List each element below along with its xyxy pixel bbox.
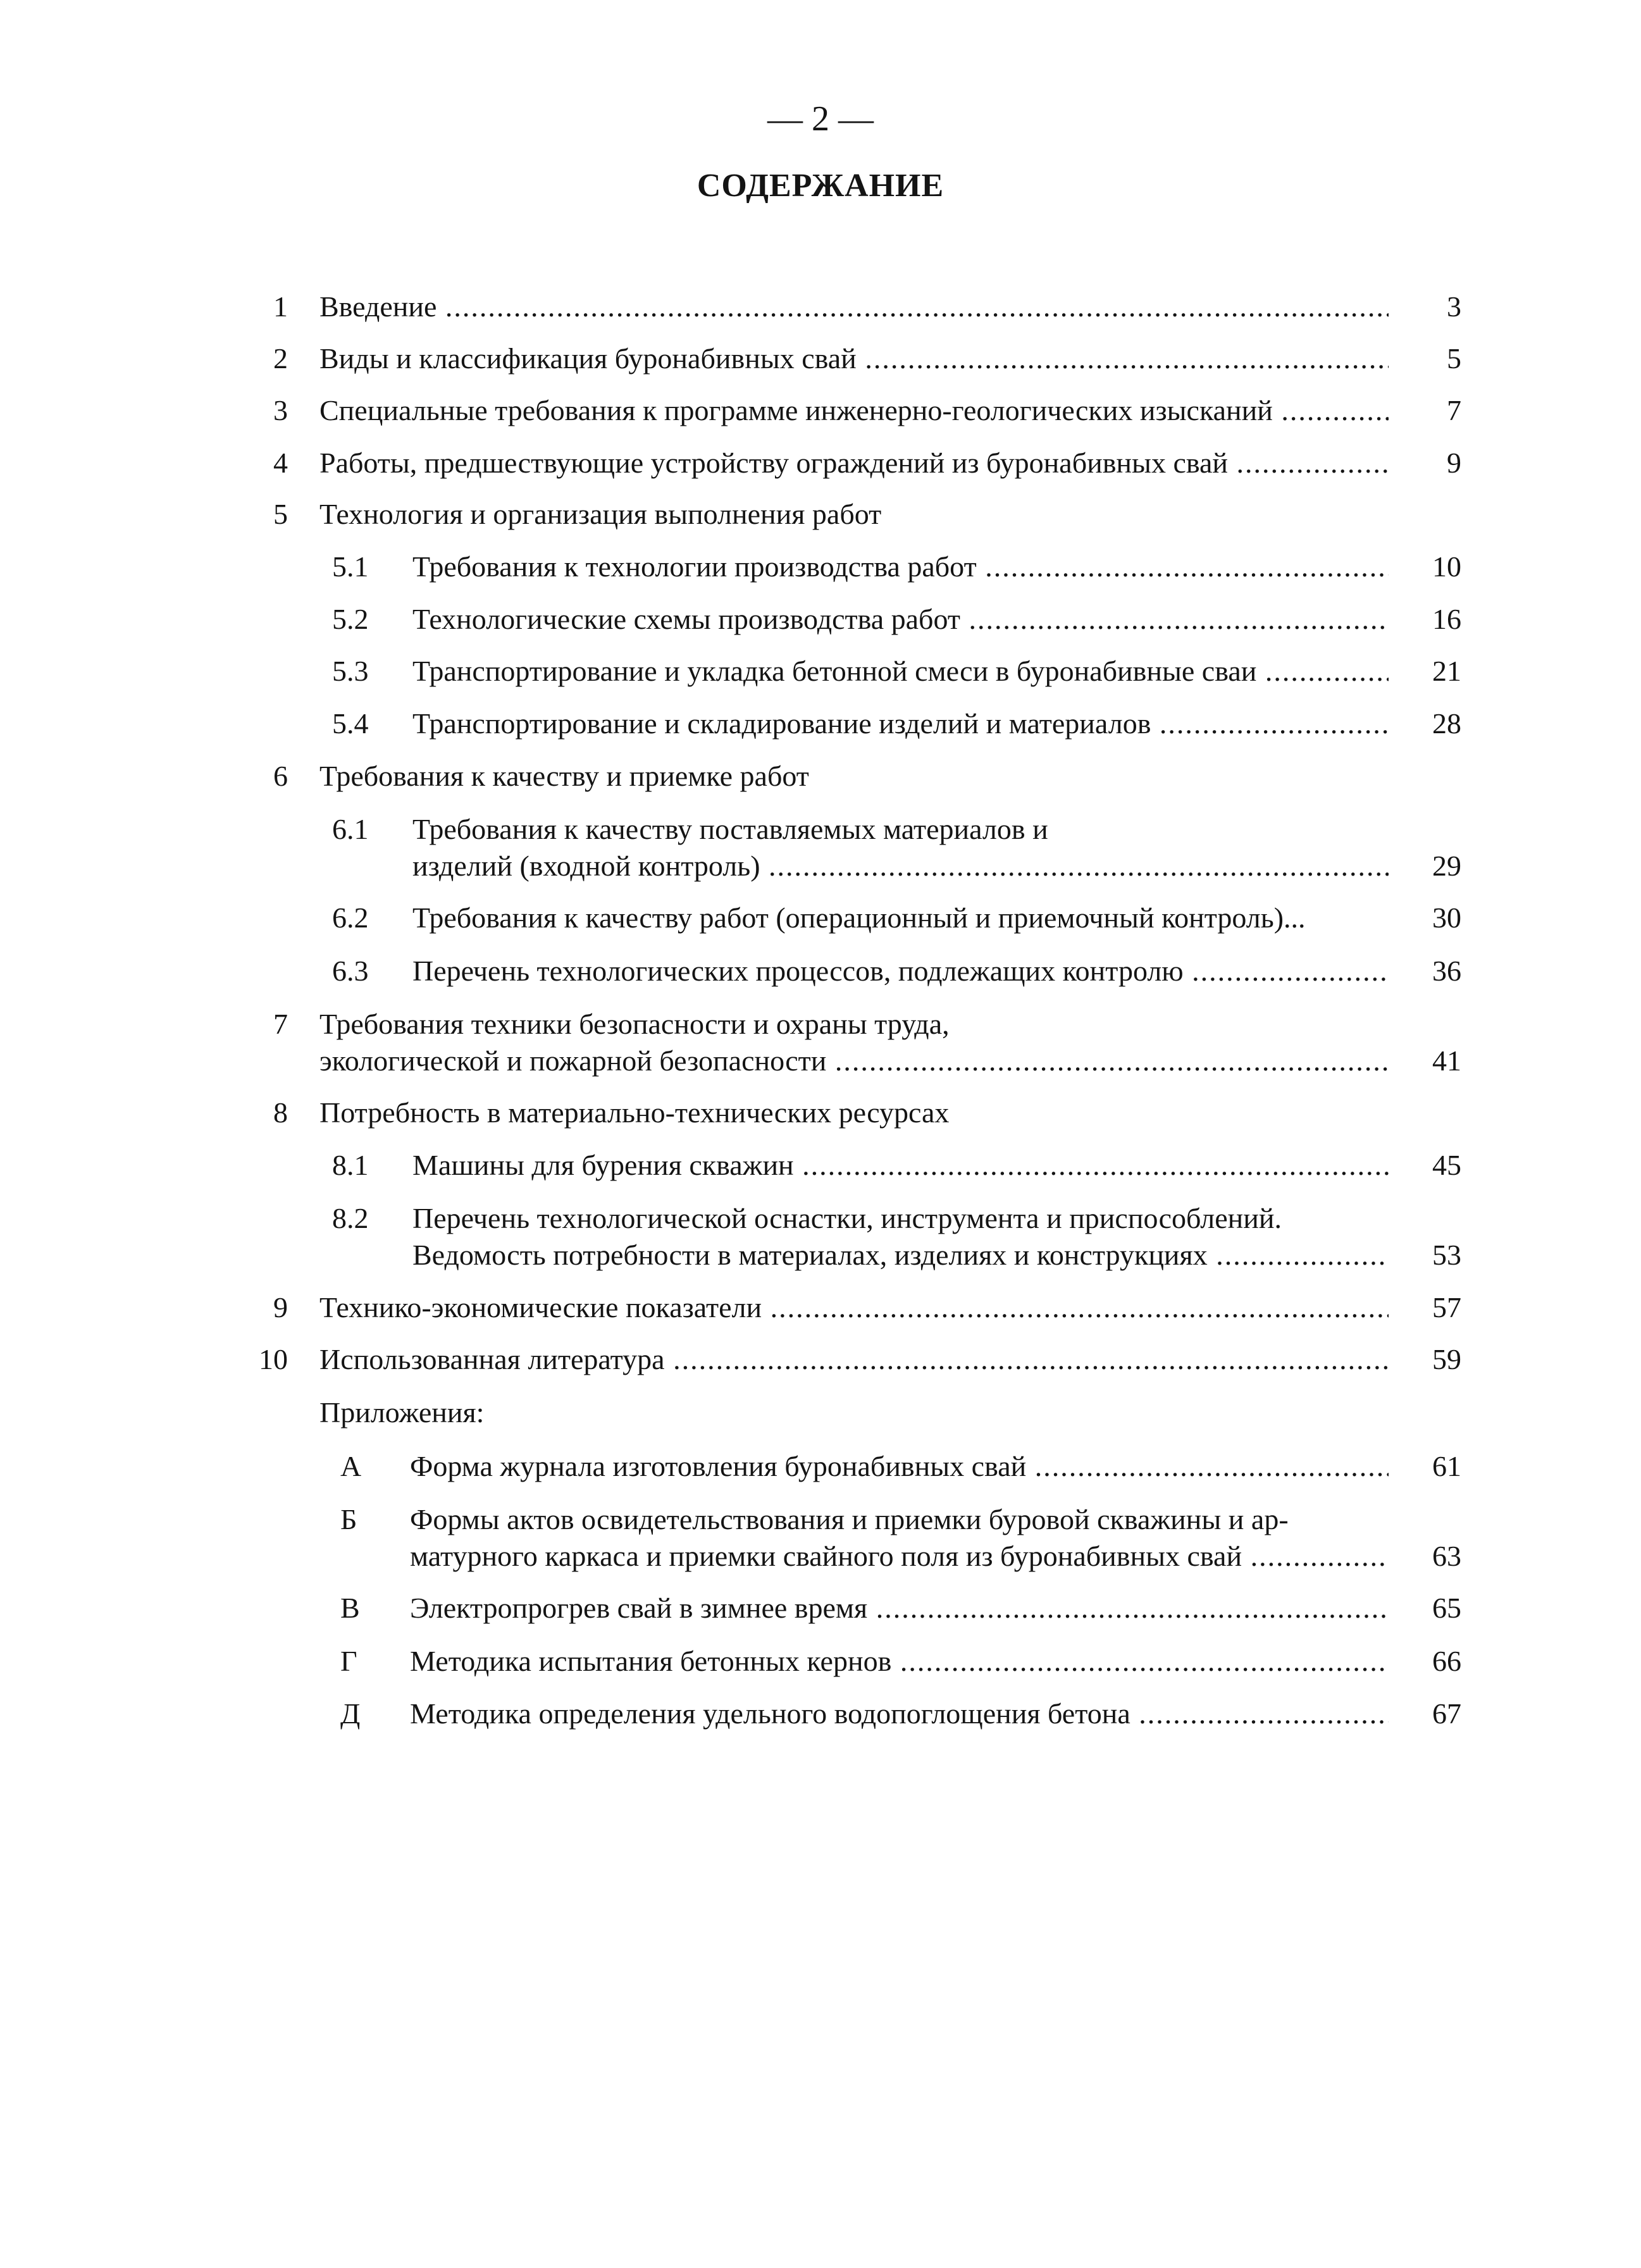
toc-page: 16 [1432, 603, 1461, 635]
toc-number: 8.2 [332, 1202, 369, 1234]
appendix-page: 67 [1432, 1697, 1461, 1730]
toc-number: 6.1 [332, 813, 369, 845]
toc-title [319, 1289, 1389, 1326]
appendix-page: 61 [1432, 1450, 1461, 1482]
toc-number: 5.4 [332, 707, 369, 740]
toc-title-line: Ведомость потребности в материалах, изделиях и конструкциях ..... [412, 1237, 1389, 1273]
toc-number: 3 [273, 394, 288, 426]
toc-title [319, 1341, 1389, 1378]
toc-title [319, 340, 1389, 377]
toc-title [319, 496, 1389, 533]
toc-number: 4 [273, 447, 288, 479]
toc-page: 5 [1447, 342, 1461, 375]
document-title: СОДЕРЖАНИЕ [697, 168, 944, 204]
toc-number: 5 [273, 498, 288, 530]
appendix-title-line: Методика испытания бетонных кернов ..... [410, 1643, 1389, 1680]
toc-number: 8.1 [332, 1149, 369, 1181]
toc-number: 6 [273, 760, 288, 792]
appendix-page: 63 [1432, 1540, 1461, 1572]
toc-title [412, 811, 1389, 884]
toc-page: 21 [1432, 655, 1461, 687]
toc-title-line: Работы, предшествующие устройству ограждений из буронабивных свай ..... [319, 445, 1389, 481]
toc-title-line: Требования к технологии производства работ ..... [412, 548, 1389, 585]
toc-title-line: Транспортирование и складирование изделий и материалов ..... [412, 705, 1389, 742]
toc-number: 6.2 [332, 902, 369, 934]
appendix-title [410, 1643, 1389, 1680]
toc-title-line: Технологические схемы производства работ ..... [412, 601, 1389, 638]
toc-page: 29 [1432, 850, 1461, 882]
toc-title-line: Требования техники безопасности и охраны труда, [319, 1008, 950, 1040]
toc-page: 57 [1432, 1291, 1461, 1323]
appendix-letter: А [340, 1450, 362, 1482]
appendix-title-line: Электропрогрев свай в зимнее время ..... [410, 1590, 1389, 1627]
toc-page: 7 [1447, 394, 1461, 426]
toc-title [412, 705, 1389, 742]
toc-number: 9 [273, 1291, 288, 1323]
toc-title [412, 548, 1389, 585]
appendix-letter: Д [340, 1697, 361, 1730]
toc-page: 30 [1432, 902, 1461, 934]
toc-title-line: Машины для бурения скважин ..... [412, 1147, 1389, 1184]
toc-number: 6.3 [332, 955, 369, 987]
toc-number: 7 [273, 1008, 288, 1040]
appendix-page: 66 [1432, 1645, 1461, 1677]
toc-title-line: Виды и классификация буронабивных свай ..... [319, 340, 1389, 377]
appendix-letter: Г [340, 1645, 357, 1677]
appendix-title-line: Формы актов освидетельствования и приемки буровой скважины и ар- [410, 1503, 1289, 1535]
toc-title [319, 445, 1389, 481]
toc-page: 10 [1432, 550, 1461, 583]
toc-title-line: Перечень технологической оснастки, инструмента и приспособлений. [412, 1202, 1282, 1234]
toc-number: 2 [273, 342, 288, 375]
toc-title-line: Транспортирование и укладка бетонной смеси в буронабивные сваи ..... [412, 653, 1389, 690]
toc-title [412, 653, 1389, 690]
toc-title [319, 288, 1389, 325]
appendix-page: 65 [1432, 1592, 1461, 1624]
toc-number: 5.3 [332, 655, 369, 687]
toc-title-line: Технико-экономические показатели ..... [319, 1289, 1389, 1326]
toc-title [319, 392, 1389, 429]
appendix-title [410, 1695, 1389, 1732]
toc-title-line: Технология и организация выполнения работ [319, 498, 882, 530]
appendix-title [410, 1501, 1389, 1575]
appendix-letter: Б [340, 1503, 357, 1535]
toc-number: 5.1 [332, 550, 369, 583]
toc-number: 1 [273, 290, 288, 323]
toc-title-line: Перечень технологических процессов, подлежащих контролю ..... [412, 953, 1389, 989]
toc-page: 3 [1447, 290, 1461, 323]
toc-title-line: Использованная литература ..... [319, 1341, 1389, 1378]
toc-title [319, 1094, 1389, 1131]
page-number: — 2 — [767, 99, 874, 139]
toc-title-line: Требования к качеству и приемке работ [319, 760, 809, 792]
toc-page: 53 [1432, 1239, 1461, 1271]
toc-title-line: Введение ..... [319, 288, 1389, 325]
toc-title [412, 601, 1389, 638]
appendices-heading: Приложения: [319, 1396, 485, 1428]
toc-title-line: изделий (входной контроль) ..... [412, 848, 1389, 884]
toc-title [412, 1200, 1389, 1273]
toc-title-line: Требования к качеству работ (операционный и приемочный контроль)... [412, 902, 1306, 934]
toc-title-line: Специальные требования к программе инженерно-геологических изысканий ..... [319, 392, 1389, 429]
appendix-title [410, 1448, 1389, 1485]
toc-title-line: Требования к качеству поставляемых материалов и [412, 813, 1048, 845]
toc-page: 36 [1432, 955, 1461, 987]
appendix-title-line: матурного каркаса и приемки свайного поля из буронабивных свай ..... [410, 1538, 1389, 1575]
toc-page: 59 [1432, 1343, 1461, 1375]
toc-title [319, 758, 1389, 795]
appendix-title-line: Форма журнала изготовления буронабивных свай ..... [410, 1448, 1389, 1485]
appendix-title [410, 1590, 1389, 1627]
toc-title [319, 1006, 1389, 1079]
toc-number: 8 [273, 1096, 288, 1129]
toc-number: 5.2 [332, 603, 369, 635]
toc-page: 28 [1432, 707, 1461, 740]
toc-page: 45 [1432, 1149, 1461, 1181]
toc-title [412, 900, 1389, 936]
toc-title [412, 1147, 1389, 1184]
appendix-letter: В [340, 1592, 360, 1624]
toc-title-line: Потребность в материально-технических ресурсах [319, 1096, 950, 1129]
toc-title-line: экологической и пожарной безопасности ..... [319, 1043, 1389, 1079]
toc-page: 9 [1447, 447, 1461, 479]
toc-number: 10 [259, 1343, 288, 1375]
toc-page: 41 [1432, 1044, 1461, 1077]
appendix-title-line: Методика определения удельного водопоглощения бетона ..... [410, 1695, 1389, 1732]
toc-title [412, 953, 1389, 989]
